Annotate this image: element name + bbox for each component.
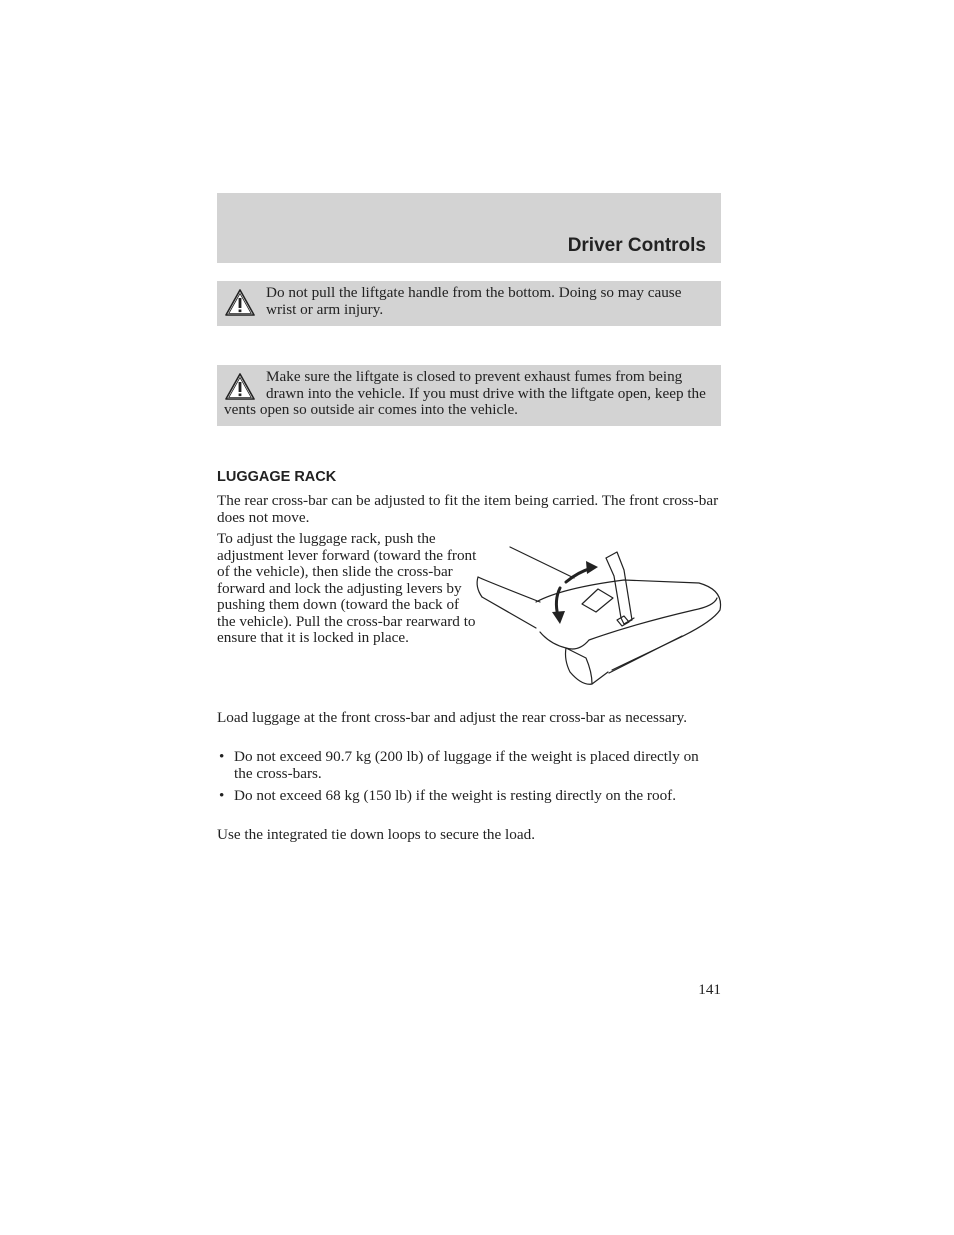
section-heading: LUGGAGE RACK — [217, 469, 337, 485]
warning-triangle-icon — [224, 288, 256, 318]
warning-text: Make sure the liftgate is closed to prevent exhaust fumes from being drawn into the vehicle. If you must drive with the liftgate open, keep the vents open so outside air comes into the vehicle. — [224, 368, 706, 418]
page-number: 141 — [698, 981, 721, 998]
warning-text: Do not pull the liftgate handle from the bottom. Doing so may cause wrist or arm injury. — [266, 284, 682, 318]
list-item: • Do not exceed 90.7 kg (200 lb) of luggage if the weight is placed directly on the cross-bars. — [217, 749, 721, 782]
chapter-header — [217, 193, 721, 263]
warning-box-liftgate-handle — [217, 281, 721, 326]
paragraph-tie-down: Use the integrated tie down loops to secure the load. — [217, 826, 536, 843]
chapter-title: Driver Controls — [567, 235, 706, 256]
paragraph-crossbar-intro: The rear cross-bar can be adjusted to fit the item being carried. The front cross-bar does not move. — [217, 492, 719, 526]
warning-triangle-icon — [224, 372, 256, 402]
paragraph-adjust-instructions: To adjust the luggage rack, push the adjustment lever forward (toward the front of the vehicle), then slide the cross-bar forward and lock the adjusting levers by pushing them down (toward the back of the vehicle). Pull the cross-bar rearward to ensure that it is locked in place. — [217, 530, 477, 646]
list-item: • Do not exceed 68 kg (150 lb) if the weight is resting directly on the roof. — [217, 788, 721, 805]
warning-box-exhaust-fumes — [217, 365, 721, 426]
paragraph-load-luggage: Load luggage at the front cross-bar and adjust the rear cross-bar as necessary. — [217, 709, 688, 726]
weight-limit-list — [217, 749, 721, 811]
luggage-rack-illustration — [474, 540, 724, 688]
